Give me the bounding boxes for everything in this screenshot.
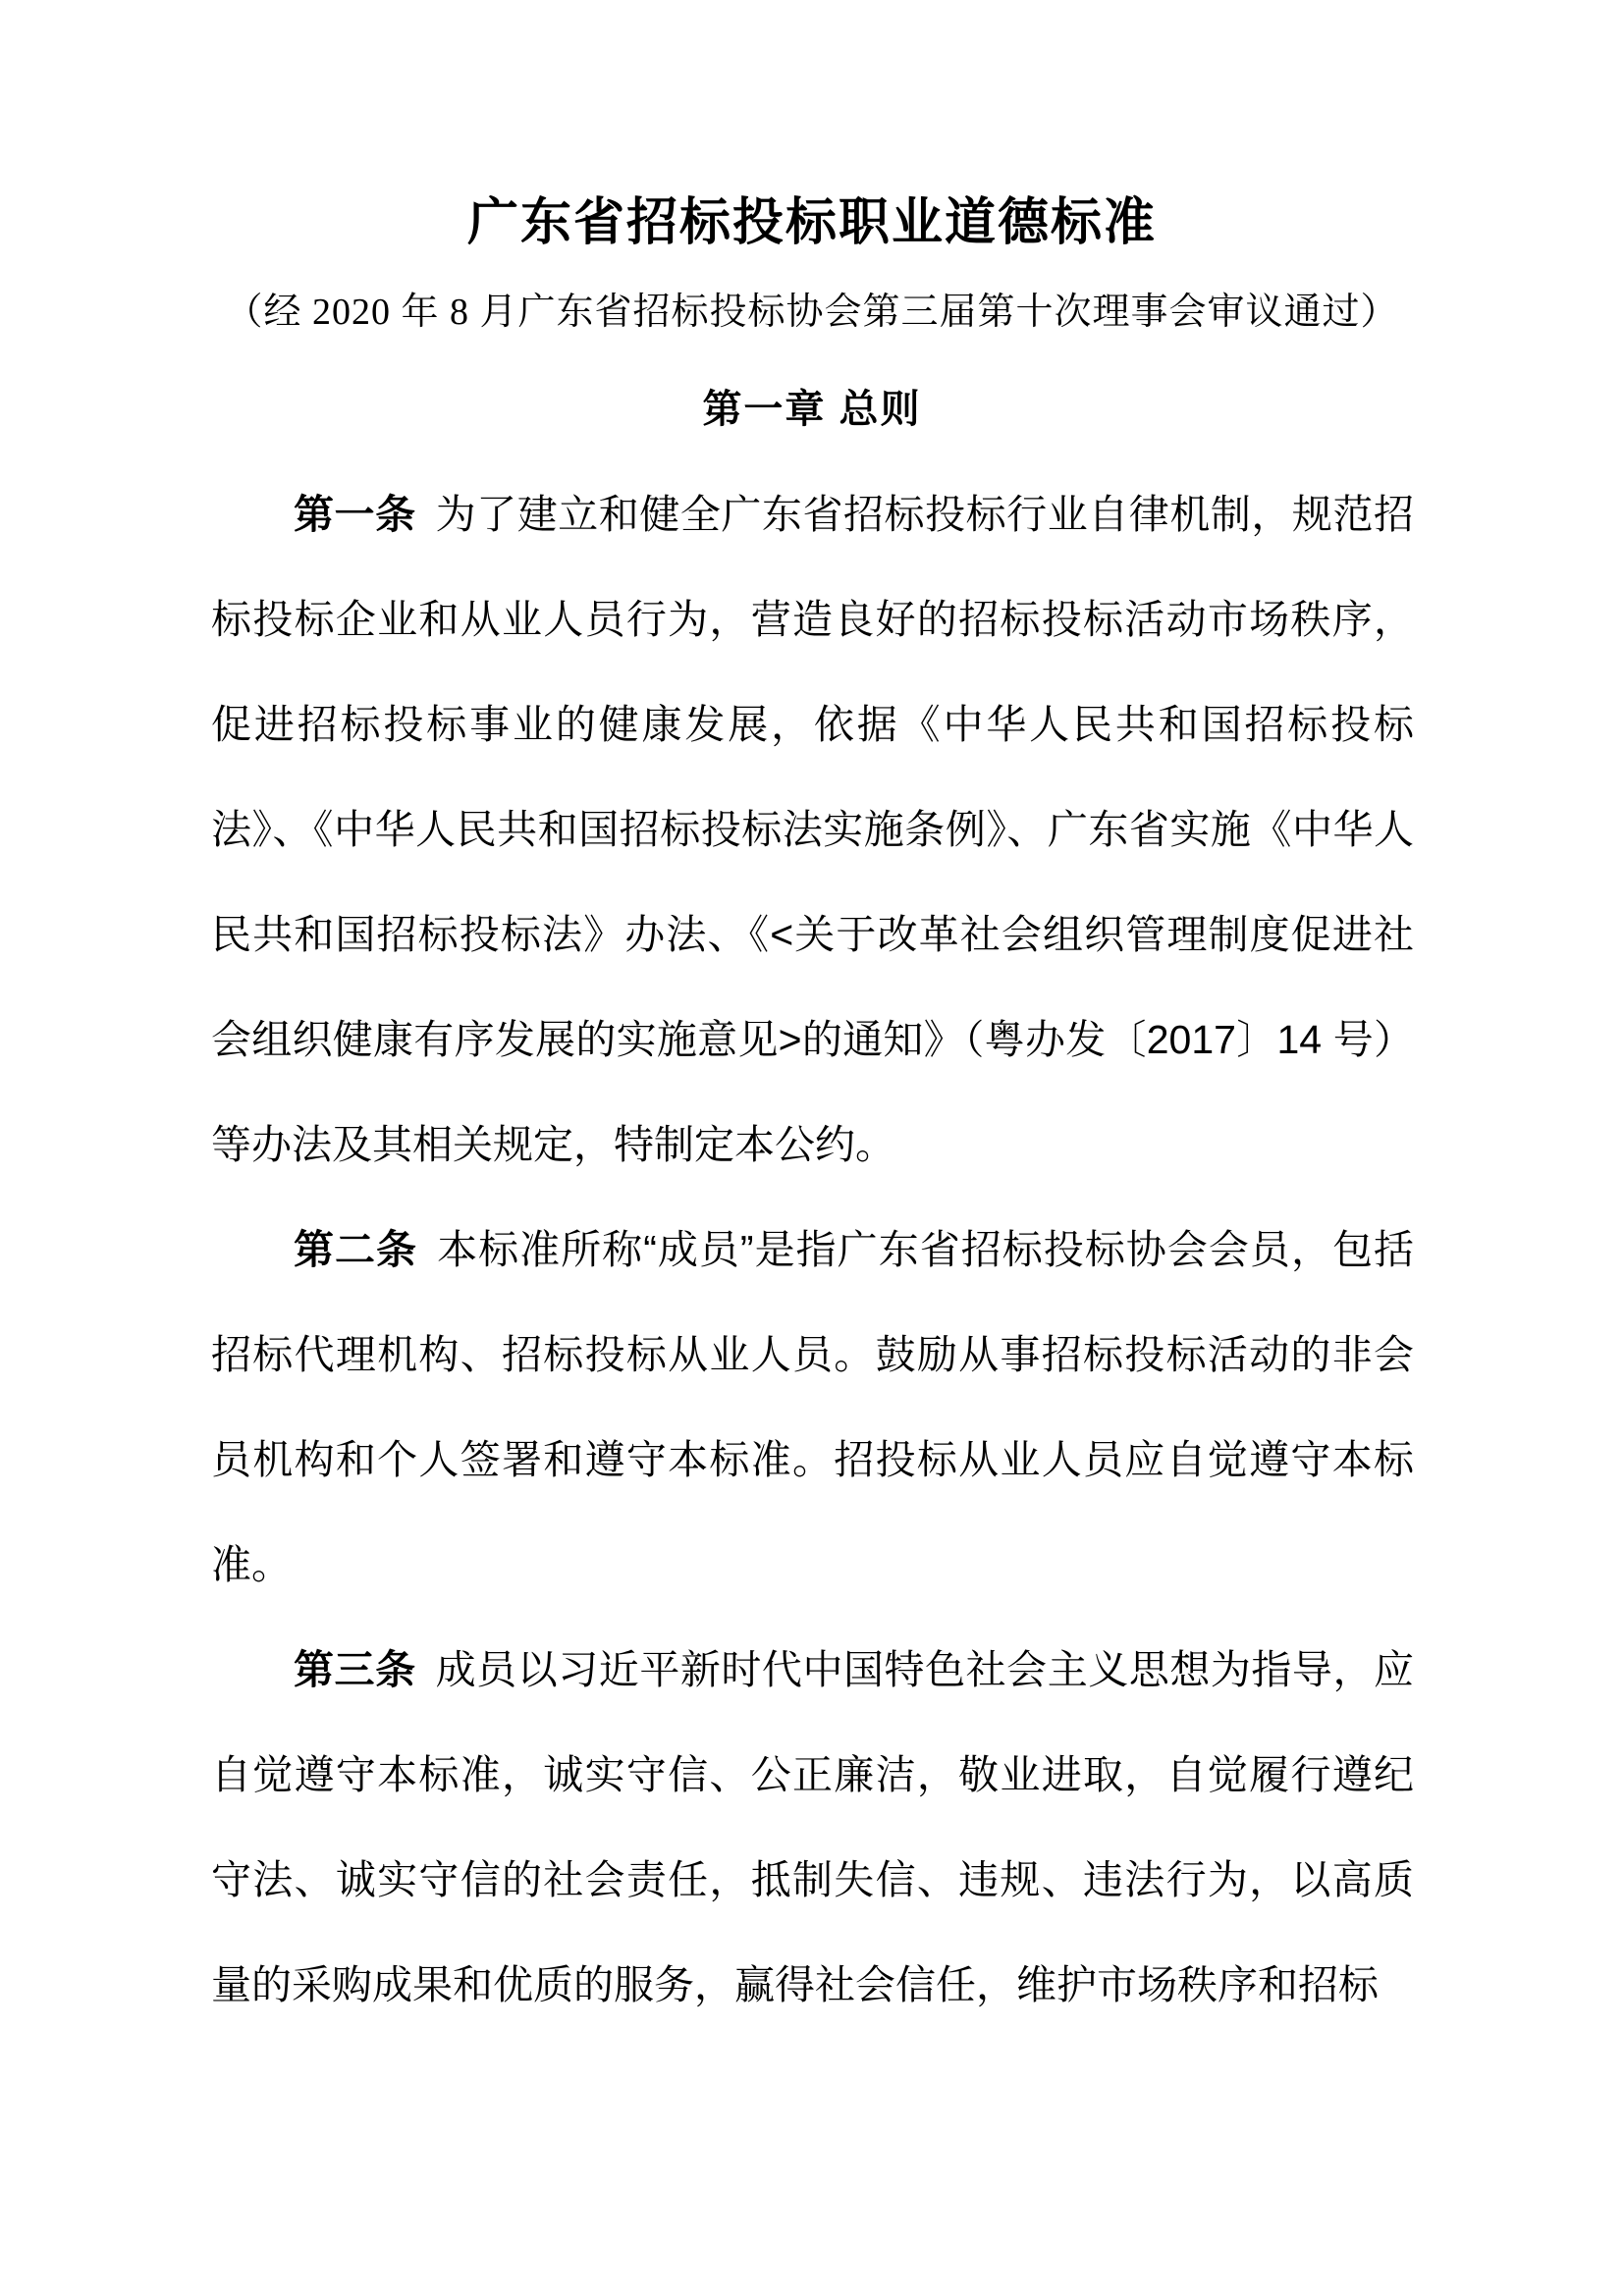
document-subtitle: （经 2020 年 8 月广东省招标投标协会第三届第十次理事会审议通过） bbox=[225, 292, 1399, 333]
article-2-label: 第二条 bbox=[294, 1227, 418, 1272]
article-1-label: 第一条 bbox=[294, 492, 416, 537]
article-3-label: 第三条 bbox=[294, 1647, 416, 1692]
article-2-text: 本标准所称“成员”是指广东省招标投标协会会员，包括招标代理机构、招标投标从业人员。鼓励从事招标投标活动的非会员机构和个人签署和遵守本标准。招投标从业人员应自觉遵守本标准。 bbox=[211, 1227, 1414, 1587]
article-3 bbox=[211, 1618, 1414, 2038]
article-3-text: 成员以习近平新时代中国特色社会主义思想为指导，应自觉遵守本标准，诚实守信、公正廉洁，敬业进取，自觉履行遵纪守法、诚实守信的社会责任，抵制失信、违规、违法行为，以高质量的采购成果和优质的服务，赢得社会信任，维护市场秩序和招标 bbox=[211, 1647, 1415, 2007]
article-1 bbox=[211, 462, 1414, 1198]
article-2 bbox=[211, 1198, 1414, 1618]
document-body bbox=[211, 462, 1414, 2038]
chapter-heading: 第一章 总则 bbox=[702, 388, 922, 431]
document-title: 广东省招标投标职业道德标准 bbox=[466, 194, 1157, 251]
article-1-text: 为了建立和健全广东省招标投标行业自律机制，规范招标投标企业和从业人员行为，营造良好的招标投标活动市场秩序，促进招标投标事业的健康发展，依据《中华人民共和国招标投标法》、《中华人民共和国招标投标法实施条例》、广东省实施《中华人民共和国招标投标法》办法、《<关于改革社会组织管理制度促进社会组织健康有序发展的实施意见>的通知》（粤办发〔2017〕14 号）等办法及其相关规定，特制定本公约。 bbox=[211, 492, 1415, 1167]
